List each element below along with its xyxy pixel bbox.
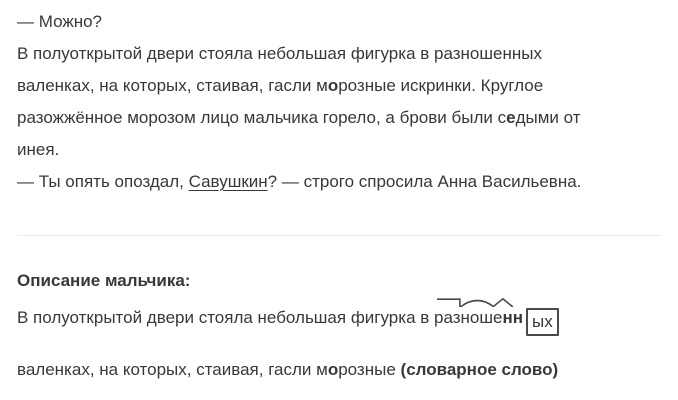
excerpt-line xyxy=(17,166,661,198)
excerpt-line xyxy=(17,38,661,70)
text-segment: инея. xyxy=(17,140,60,159)
highlighted-letter: е xyxy=(506,108,516,127)
excerpt-line xyxy=(17,6,661,38)
vocabulary-note: (словарное слово) xyxy=(400,360,559,379)
text-segment: нош xyxy=(460,308,494,327)
text-segment: В полуоткрытой двери стояла небольшая фигурка в xyxy=(17,308,435,327)
word-prefix-segment xyxy=(434,308,461,328)
word-root-segment xyxy=(461,308,493,328)
prefix-mark-icon xyxy=(437,298,461,307)
text-segment: розные искринки. Круглое xyxy=(338,76,544,95)
text-segment: валенках, на которых, стаивая, гасли м xyxy=(17,360,328,379)
text-segment: — Ты опять опоздал, xyxy=(17,172,189,191)
text-segment: раз xyxy=(434,308,461,327)
excerpt-section xyxy=(17,6,661,198)
ending-box xyxy=(526,308,559,336)
section-divider xyxy=(17,235,661,236)
analysis-section xyxy=(17,270,661,386)
root-arc-icon xyxy=(459,298,495,307)
text-segment: дыми от xyxy=(515,108,581,127)
text-segment: — Можно? xyxy=(17,12,103,31)
highlighted-letter: о xyxy=(327,360,339,379)
text-segment: е xyxy=(493,308,503,327)
text-segment: валенках, на которых, стаивая, гасли м xyxy=(17,76,328,95)
suffix-caret-icon xyxy=(492,298,514,307)
highlighted-letter: о xyxy=(327,76,339,95)
analysis-heading: Описание мальчика: xyxy=(17,271,191,290)
text-segment: розные xyxy=(338,360,401,379)
text-segment: разожжённое морозом лицо мальчика горело, а брови были с xyxy=(17,108,507,127)
analysis-line xyxy=(17,302,661,336)
analysis-line xyxy=(17,354,661,386)
text-segment: ых xyxy=(532,312,553,331)
excerpt-line xyxy=(17,134,661,166)
excerpt-line xyxy=(17,70,661,102)
text-segment: В полуоткрытой двери стояла небольшая фигурка в разношенных xyxy=(17,44,542,63)
underlined-name: Савушкин xyxy=(188,172,268,191)
excerpt-line xyxy=(17,102,661,134)
highlighted-letter: н xyxy=(512,308,524,327)
word-suffix-segment xyxy=(493,308,513,328)
text-segment: ? — строго спросила Анна Васильевна. xyxy=(267,172,582,191)
highlighted-letter: н xyxy=(502,308,513,327)
